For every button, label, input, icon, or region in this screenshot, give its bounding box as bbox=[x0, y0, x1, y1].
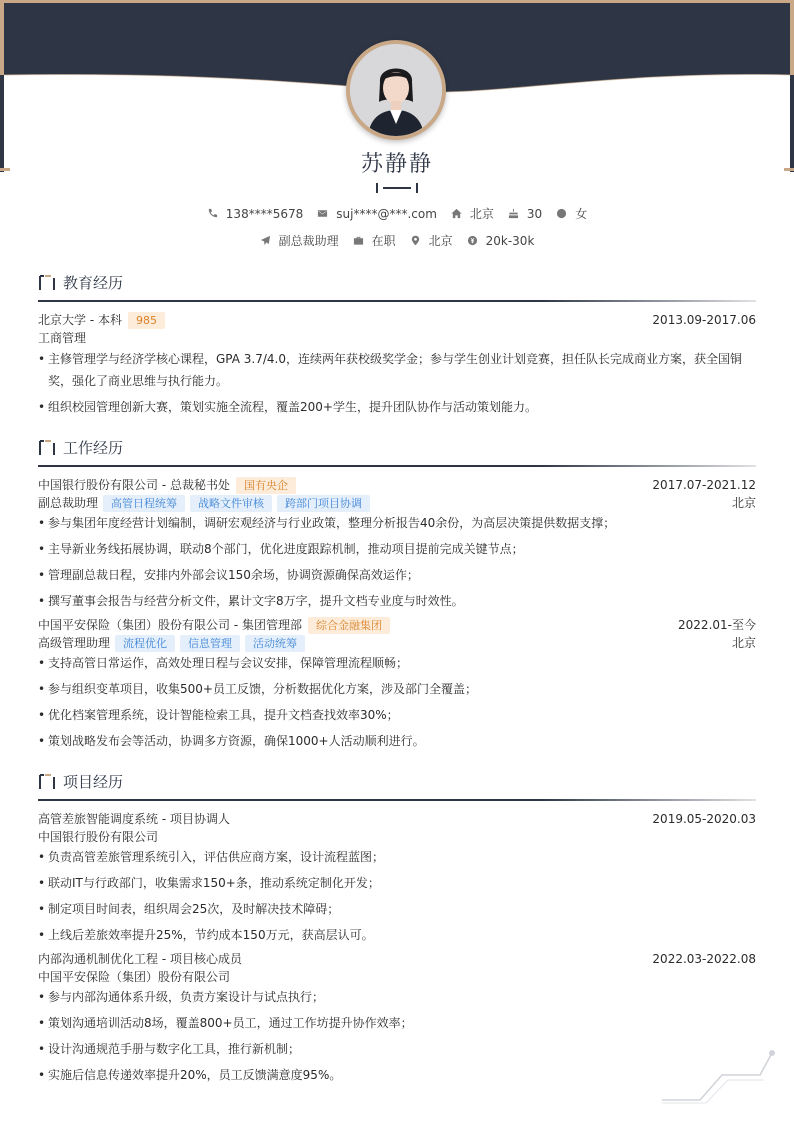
bullet-text: 策划战略发布会等活动，协调多方资源，确保1000+人活动顺利进行。 bbox=[48, 734, 425, 748]
cake-icon bbox=[508, 208, 519, 219]
job-2-head bbox=[38, 616, 756, 634]
section-bracket-icon bbox=[38, 440, 56, 456]
project-date: 2019.05-2020.03 bbox=[652, 812, 756, 826]
job-bullet bbox=[38, 588, 746, 614]
avatar bbox=[350, 44, 442, 136]
bullet-dot: • bbox=[38, 850, 46, 864]
education-entry-head bbox=[38, 311, 756, 329]
bullet-dot: • bbox=[38, 400, 46, 414]
corner-line-deco bbox=[660, 1045, 780, 1105]
phone-text: 138****5678 bbox=[225, 206, 304, 221]
education-bullet bbox=[38, 394, 746, 420]
project-bullet bbox=[38, 896, 746, 922]
bullet-text: 参与组织变革项目，收集500+员工反馈，分析数据优化方案，涉及部门全覆盖； bbox=[48, 682, 477, 696]
section-rule bbox=[38, 799, 756, 801]
bullet-text: 组织校园管理创新大赛，策划实施全流程，覆盖200+学生，提升团队协作与活动策划能力。 bbox=[48, 400, 537, 414]
skill-tag: 活动统筹 bbox=[245, 635, 305, 652]
name-divider-deco bbox=[375, 182, 419, 194]
education-bullet-cont bbox=[38, 368, 746, 394]
major-name: 工商管理 bbox=[38, 331, 87, 345]
section-rule bbox=[38, 300, 756, 302]
bullet-dot: • bbox=[38, 568, 46, 582]
bullet-text: 联动IT与行政部门，收集需求150+条，推动系统定制化开发； bbox=[48, 876, 380, 890]
job-bullet bbox=[38, 510, 746, 536]
company-name: 中国银行股份有限公司 - 总裁秘书处 bbox=[38, 478, 230, 492]
job-bullet bbox=[38, 702, 746, 728]
project-bullet bbox=[38, 1062, 746, 1088]
candidate-name: 苏静静 bbox=[360, 152, 433, 177]
bullet-text: 设计沟通规范手册与数字化工具，推行新机制； bbox=[48, 1042, 301, 1056]
school-name: 北京大学 - 本科 bbox=[38, 313, 122, 327]
gender-text: 女 bbox=[575, 207, 588, 221]
project-org: 中国平安保险（集团）股份有限公司 bbox=[38, 970, 231, 984]
bullet-dot: • bbox=[38, 1042, 46, 1056]
position-title: 副总裁助理 bbox=[38, 496, 99, 510]
hometown-item bbox=[451, 205, 494, 222]
job-city: 北京 bbox=[731, 636, 756, 650]
salary-item bbox=[467, 234, 535, 248]
project-bullet bbox=[38, 984, 746, 1010]
status-text: 在职 bbox=[371, 234, 396, 248]
job-bullet bbox=[38, 536, 746, 562]
section-bracket-icon bbox=[38, 774, 56, 790]
bullet-dot: • bbox=[38, 594, 46, 608]
bullet-dot: • bbox=[38, 542, 46, 556]
project-bullet bbox=[38, 1010, 746, 1036]
bullet-text: 策划沟通培训活动8场，覆盖800+员工，通过工作坊提升协作效率； bbox=[48, 1016, 413, 1030]
project-org: 中国银行股份有限公司 bbox=[38, 830, 159, 844]
section-label: 工作经历 bbox=[63, 439, 124, 457]
job-intent-row bbox=[0, 232, 794, 249]
bullet-text: 负责高管差旅管理系统引入，评估供应商方案，设计流程蓝图； bbox=[48, 850, 385, 864]
project-section-title bbox=[38, 771, 756, 795]
gender-item bbox=[556, 205, 587, 222]
status-item bbox=[353, 232, 396, 249]
bullet-text: 实施后信息传递效率提升20%，员工反馈满意度95%。 bbox=[48, 1068, 342, 1082]
skill-tag: 战略文件审核 bbox=[190, 495, 272, 512]
position-title: 高级管理助理 bbox=[38, 636, 111, 650]
salary-icon bbox=[467, 235, 478, 246]
bullet-dot: • bbox=[38, 876, 46, 890]
age-item bbox=[508, 207, 542, 221]
education-major-row bbox=[38, 329, 756, 347]
target-city-item bbox=[410, 232, 453, 249]
section-rule bbox=[38, 465, 756, 467]
bullet-dot: • bbox=[38, 928, 46, 942]
skill-tag: 跨部门项目协调 bbox=[277, 495, 370, 512]
project-bullet bbox=[38, 870, 746, 896]
bullet-dot: • bbox=[38, 902, 46, 916]
bullet-dot: • bbox=[38, 708, 46, 722]
email-icon bbox=[317, 208, 328, 219]
bullet-text: 主修管理学与经济学核心课程，GPA 3.7/4.0，连续两年获校级奖学金；参与学生创业计划竞赛，担任队长完成商业方案，获全国铜 bbox=[48, 352, 743, 366]
company-name: 中国平安保险（集团）股份有限公司 - 集团管理部 bbox=[38, 618, 302, 632]
hometown-text: 北京 bbox=[469, 207, 494, 221]
company-tag: 国有央企 bbox=[236, 477, 296, 494]
bullet-text: 上线后差旅效率提升25%，节约成本150万元，获高层认可。 bbox=[48, 928, 374, 942]
job-date: 2017.07-2021.12 bbox=[652, 478, 756, 492]
location-icon bbox=[410, 235, 421, 246]
company-tag: 综合金融集团 bbox=[308, 617, 390, 634]
bullet-text: 优化档案管理系统，设计智能检索工具，提升文档查找效率30%； bbox=[48, 708, 399, 722]
phone-icon bbox=[207, 208, 218, 219]
home-icon bbox=[451, 208, 462, 219]
bullet-dot: • bbox=[38, 352, 46, 366]
project-bullet bbox=[38, 1036, 746, 1062]
bullet-dot: • bbox=[38, 734, 46, 748]
job-date: 2022.01-至今 bbox=[678, 618, 756, 632]
job-1-head bbox=[38, 476, 756, 494]
bullet-dot: • bbox=[38, 682, 46, 696]
email-text: suj****@***.com bbox=[336, 206, 437, 221]
bullet-text: 撰写董事会报告与经营分析文件，累计文字8万字，提升文档专业度与时效性。 bbox=[48, 594, 464, 608]
project-1-head bbox=[38, 810, 756, 828]
project-bullet bbox=[38, 922, 746, 948]
school-tag: 985 bbox=[128, 312, 165, 329]
briefcase-icon bbox=[353, 235, 364, 246]
target-city-text: 北京 bbox=[428, 234, 453, 248]
bullet-text: 主导新业务线拓展协调，联动8个部门，优化进度跟踪机制，推动项目提前完成关键节点； bbox=[48, 542, 524, 556]
email-item bbox=[317, 207, 437, 221]
contact-row bbox=[0, 205, 794, 222]
target-position-text: 副总裁助理 bbox=[278, 234, 339, 248]
bullet-dot: • bbox=[38, 656, 46, 670]
bullet-dot: • bbox=[38, 990, 46, 1004]
project-date: 2022.03-2022.08 bbox=[652, 952, 756, 966]
gender-icon bbox=[556, 208, 567, 219]
skill-tag: 信息管理 bbox=[180, 635, 240, 652]
bullet-text: 奖，强化了商业思维与执行能力。 bbox=[48, 374, 229, 388]
skill-tag: 高管日程统筹 bbox=[103, 495, 185, 512]
education-date: 2013.09-2017.06 bbox=[652, 313, 756, 327]
education-section-title bbox=[38, 272, 756, 296]
job-bullet bbox=[38, 676, 746, 702]
bullet-dot: • bbox=[38, 1016, 46, 1030]
avatar-frame bbox=[346, 40, 446, 140]
bullet-text: 参与集团年度经营计划编制，调研宏观经济与行业政策，整理分析报告40余份，为高层决策提供数据支撑； bbox=[48, 516, 616, 530]
bullet-dot: • bbox=[38, 1068, 46, 1082]
bullet-text: 管理副总裁日程，安排内外部会议150余场，协调资源确保高效运作； bbox=[48, 568, 419, 582]
salary-text: 20k-30k bbox=[485, 233, 535, 248]
job-bullet bbox=[38, 562, 746, 588]
project-name: 内部沟通机制优化工程 - 项目核心成员 bbox=[38, 952, 242, 966]
phone-item bbox=[207, 207, 303, 221]
age-text: 30 bbox=[526, 206, 543, 221]
section-label: 项目经历 bbox=[63, 773, 124, 791]
bullet-text: 制定项目时间表，组织周会25次，及时解决技术障碍； bbox=[48, 902, 340, 916]
project-2-head bbox=[38, 950, 756, 968]
bullet-text: 参与内部沟通体系升级，负责方案设计与试点执行； bbox=[48, 990, 325, 1004]
send-icon bbox=[260, 235, 271, 246]
job-city: 北京 bbox=[731, 496, 756, 510]
section-bracket-icon bbox=[38, 275, 56, 291]
project-bullet bbox=[38, 844, 746, 870]
portrait-icon bbox=[350, 44, 442, 136]
skill-tag: 流程优化 bbox=[115, 635, 175, 652]
bullet-dot: • bbox=[38, 516, 46, 530]
job-bullet bbox=[38, 650, 746, 676]
project-name: 高管差旅智能调度系统 - 项目协调人 bbox=[38, 812, 230, 826]
section-label: 教育经历 bbox=[63, 274, 124, 292]
job-bullet bbox=[38, 728, 746, 754]
bullet-text: 支持高管日常运作，高效处理日程与会议安排，保障管理流程顺畅； bbox=[48, 656, 409, 670]
work-section-title bbox=[38, 437, 756, 461]
target-position-item bbox=[260, 232, 339, 249]
